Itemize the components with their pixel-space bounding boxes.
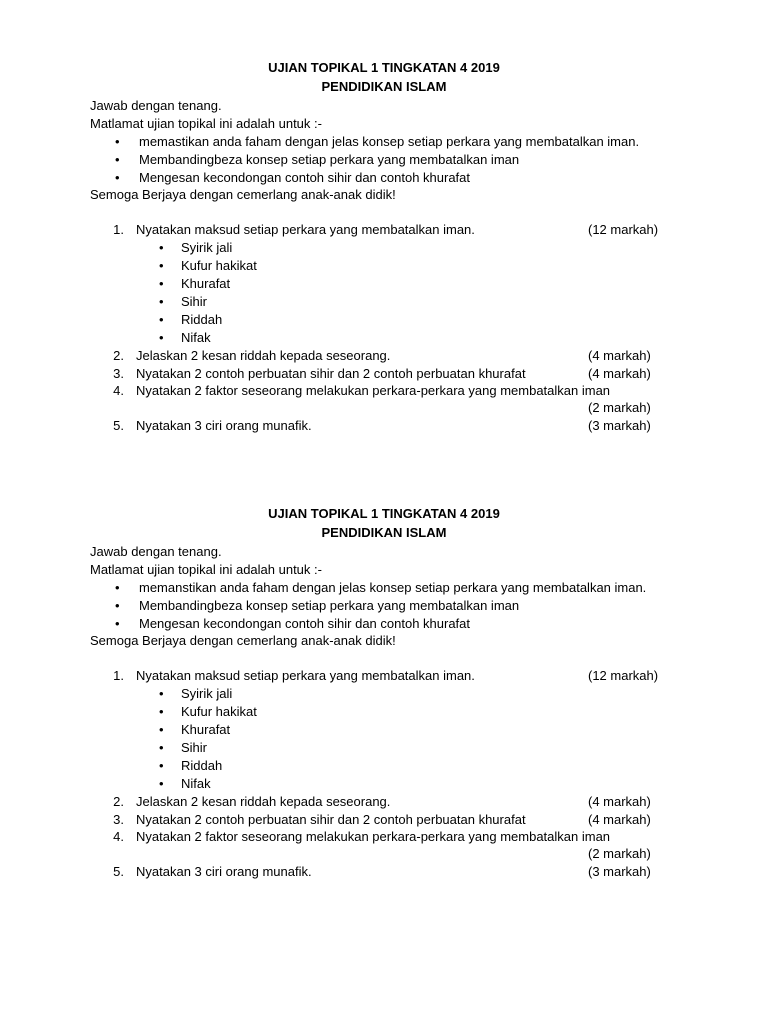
question-number: 1. xyxy=(113,222,124,237)
question-number: 2. xyxy=(113,348,124,363)
sub-item: • Syirik jali xyxy=(181,240,232,255)
question-number: 3. xyxy=(113,366,124,381)
subject-title: PENDIDIKAN ISLAM xyxy=(321,525,447,540)
sub-item: • Nifak xyxy=(181,330,211,345)
question-text: Jelaskan 2 kesan riddah kepada seseorang. xyxy=(136,794,391,809)
question-text: Jelaskan 2 kesan riddah kepada seseorang. xyxy=(136,348,391,363)
question-text: Nyatakan maksud setiap perkara yang membatalkan iman. xyxy=(136,222,475,237)
intro-text: Jawab dengan tenang. xyxy=(90,544,222,559)
aim-heading: Matlamat ujian topikal ini adalah untuk :- xyxy=(90,116,322,131)
question-marks: (2 markah) xyxy=(588,846,651,861)
question-text: Nyatakan 2 faktor seseorang melakukan perkara-perkara yang membatalkan iman xyxy=(136,829,611,844)
aim-item: • Mengesan kecondongan contoh sihir dan contoh khurafat xyxy=(139,170,470,185)
aim-item: • memanstikan anda faham dengan jelas konsep setiap perkara yang membatalkan iman. xyxy=(139,580,646,595)
sub-item: • Kufur hakikat xyxy=(181,258,257,273)
sub-item: • Riddah xyxy=(181,758,222,773)
sub-item: • Syirik jali xyxy=(181,686,232,701)
question-marks: (2 markah) xyxy=(588,400,651,415)
subject-title: PENDIDIKAN ISLAM xyxy=(321,79,447,94)
question-number: 5. xyxy=(113,418,124,433)
question-text: Nyatakan maksud setiap perkara yang membatalkan iman. xyxy=(136,668,475,683)
question-marks: (4 markah) xyxy=(588,794,651,809)
aim-item: • Membandingbeza konsep setiap perkara yang membatalkan iman xyxy=(139,598,519,613)
question-text: Nyatakan 3 ciri orang munafik. xyxy=(136,864,312,879)
question-text: Nyatakan 2 faktor seseorang melakukan perkara-perkara yang membatalkan iman xyxy=(136,383,611,398)
aim-item: • memastikan anda faham dengan jelas konsep setiap perkara yang membatalkan iman. xyxy=(139,134,639,149)
question-marks: (4 markah) xyxy=(588,366,651,381)
test-title: UJIAN TOPIKAL 1 TINGKATAN 4 2019 xyxy=(268,506,500,521)
question-text: Nyatakan 2 contoh perbuatan sihir dan 2 contoh perbuatan khurafat xyxy=(136,366,526,381)
sub-item: • Kufur hakikat xyxy=(181,704,257,719)
question-number: 3. xyxy=(113,812,124,827)
question-marks: (12 markah) xyxy=(588,222,659,237)
sub-item: • Khurafat xyxy=(181,276,230,291)
sub-item: • Nifak xyxy=(181,776,211,791)
question-marks: (3 markah) xyxy=(588,418,651,433)
aim-heading: Matlamat ujian topikal ini adalah untuk :- xyxy=(90,562,322,577)
sub-item: • Sihir xyxy=(181,294,207,309)
sub-item: • Sihir xyxy=(181,740,207,755)
closing-text: Semoga Berjaya dengan cemerlang anak-anak didik! xyxy=(90,633,396,648)
question-text: Nyatakan 2 contoh perbuatan sihir dan 2 contoh perbuatan khurafat xyxy=(136,812,526,827)
question-marks: (3 markah) xyxy=(588,864,651,879)
aim-item: • Mengesan kecondongan contoh sihir dan contoh khurafat xyxy=(139,616,470,631)
question-number: 1. xyxy=(113,668,124,683)
sub-item: • Khurafat xyxy=(181,722,230,737)
question-text: Nyatakan 3 ciri orang munafik. xyxy=(136,418,312,433)
question-number: 5. xyxy=(113,864,124,879)
closing-text: Semoga Berjaya dengan cemerlang anak-anak didik! xyxy=(90,187,396,202)
test-title: UJIAN TOPIKAL 1 TINGKATAN 4 2019 xyxy=(268,60,500,75)
aim-item: • Membandingbeza konsep setiap perkara yang membatalkan iman xyxy=(139,152,519,167)
question-marks: (12 markah) xyxy=(588,668,659,683)
question-number: 4. xyxy=(113,383,124,398)
question-marks: (4 markah) xyxy=(588,812,651,827)
question-number: 2. xyxy=(113,794,124,809)
intro-text: Jawab dengan tenang. xyxy=(90,98,222,113)
sub-item: • Riddah xyxy=(181,312,222,327)
question-number: 4. xyxy=(113,829,124,844)
question-marks: (4 markah) xyxy=(588,348,651,363)
